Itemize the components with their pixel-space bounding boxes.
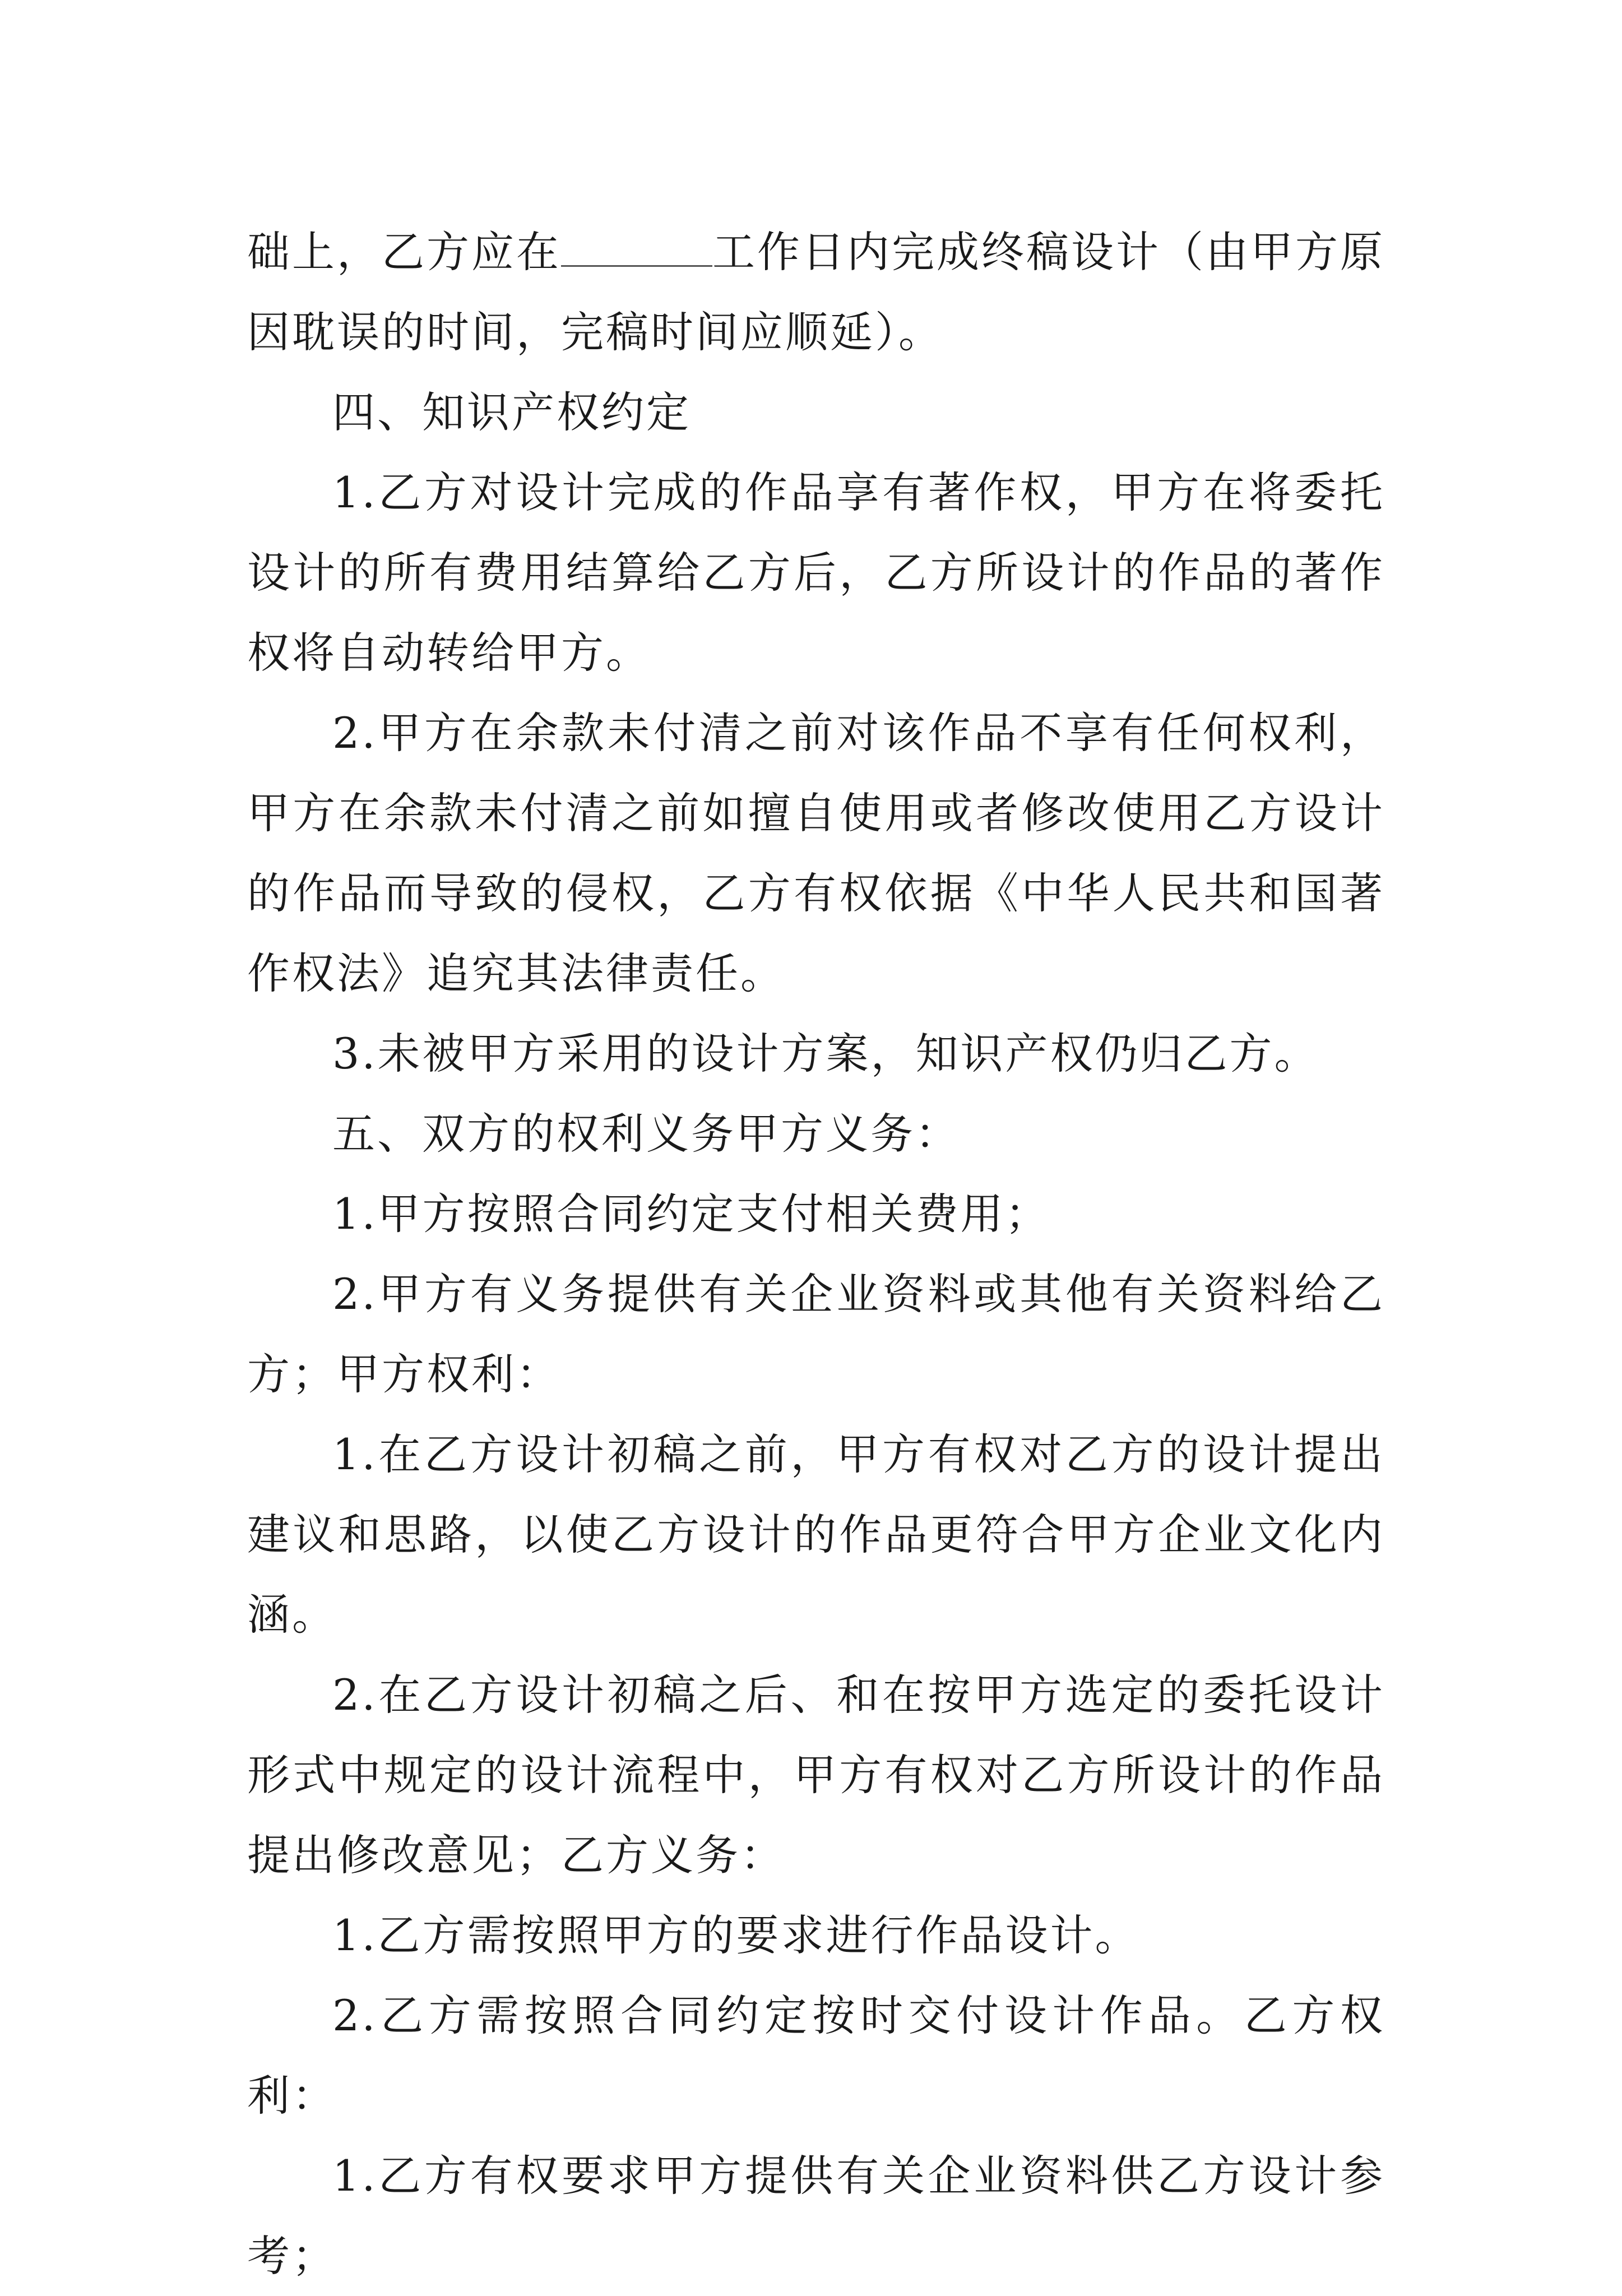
paragraph-party-b-duty-1: 1.乙方需按照甲方的要求进行作品设计。	[332, 1910, 1140, 1960]
paragraph-party-b-duty-2: 2.乙方需按照合同约定按时交付设计作品。乙方权利：	[247, 1991, 1385, 2121]
paragraph-party-a-right-1: 1.在乙方设计初稿之前，甲方有权对乙方的设计提出建议和思路，以使乙方设计的作品更符合甲方企业文化内涵。	[247, 1429, 1385, 1640]
paragraph-text: 础上，乙方应在	[247, 227, 561, 277]
paragraph-party-b-right-1: 1.乙方有权要求甲方提供有关企业资料供乙方设计参考；	[247, 2151, 1385, 2281]
paragraph-party-a-duty-2: 2.甲方有义务提供有关企业资料或其他有关资料给乙方；甲方权利：	[247, 1269, 1385, 1399]
section-heading-rights: 五、双方的权利义务甲方义务：	[332, 1109, 960, 1159]
paragraph-ip-3: 3.未被甲方采用的设计方案，知识产权仍归乙方。	[332, 1029, 1319, 1078]
section-heading-ip: 四、知识产权约定	[332, 387, 691, 437]
paragraph-ip-1: 1.乙方对设计完成的作品享有著作权，甲方在将委托设计的所有费用结算给乙方后，乙方所设计的作品的著作权将自动转给甲方。	[247, 467, 1385, 678]
paragraph-ip-2: 2.甲方在余款未付清之前对该作品不享有任何权利，甲方在余款未付清之前如擅自使用或者修改使用乙方设计的作品而导致的侵权，乙方有权依据《中华人民共和国著作权法》追究其法律责任。	[247, 708, 1385, 998]
paragraph-party-a-duty-1: 1.甲方按照合同约定支付相关费用；	[332, 1189, 1050, 1239]
document-body	[247, 212, 1385, 2296]
paragraph-party-a-right-2: 2.在乙方设计初稿之后、和在按甲方选定的委托设计形式中规定的设计流程中，甲方有权对乙方所设计的作品提出修改意见；乙方义务：	[247, 1670, 1385, 1880]
paragraph-completion-deadline	[247, 212, 1385, 372]
paragraph-text: 工作日内完成终稿设计（由甲方原因耽误的时间，完稿时间应顺延）。	[247, 227, 1385, 357]
fill-in-blank	[561, 232, 712, 267]
